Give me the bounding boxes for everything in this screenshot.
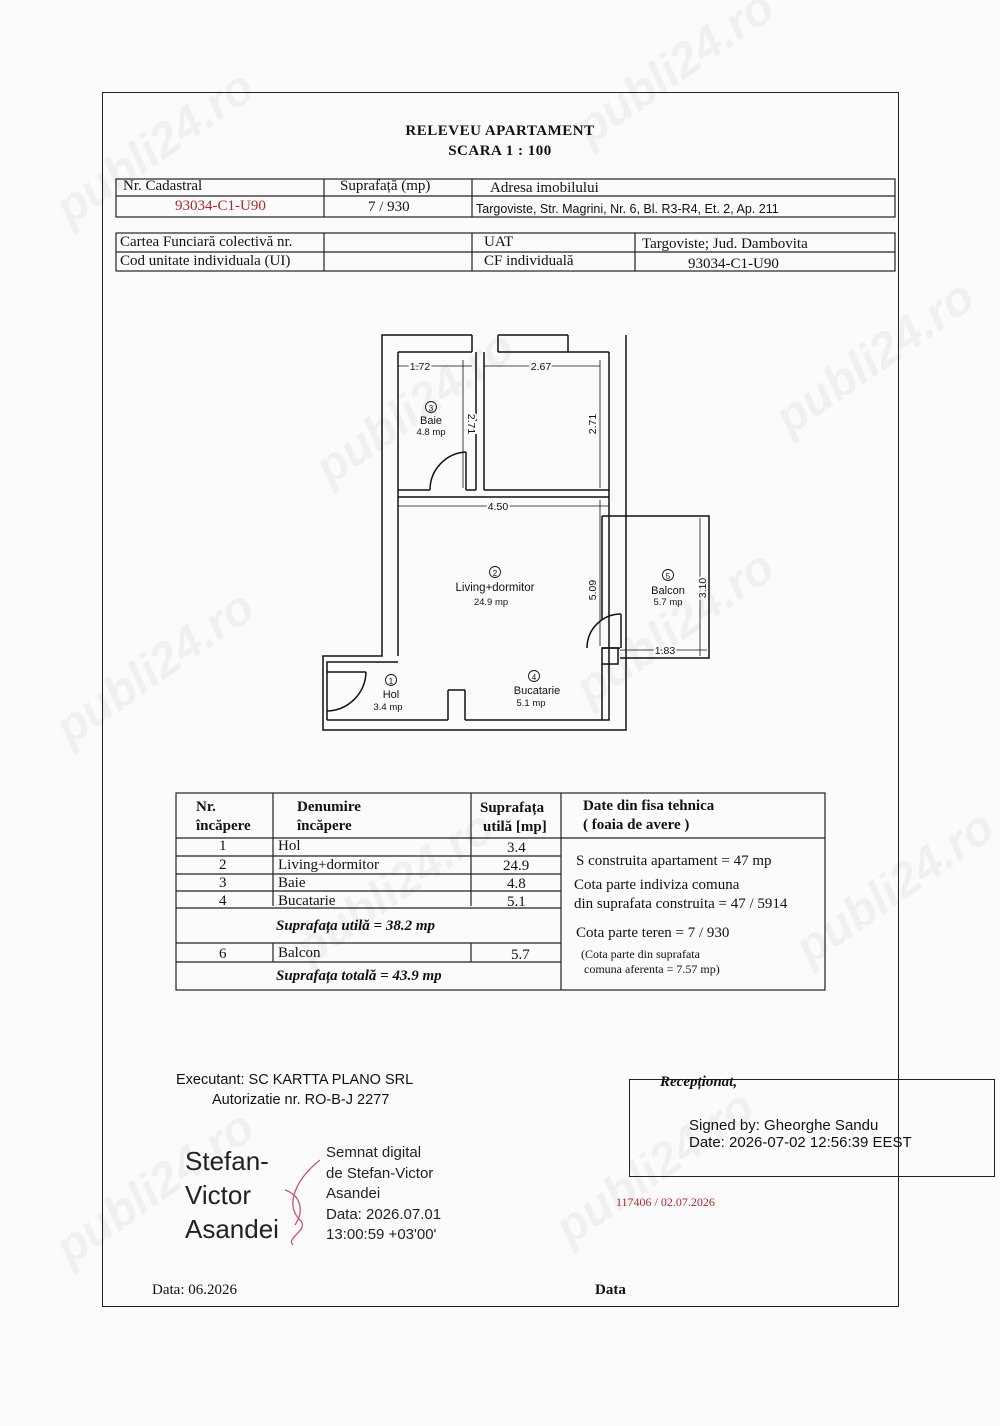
- room-3-number: 3: [428, 404, 434, 413]
- signature-name-line1: Stefan-: [185, 1146, 269, 1176]
- dim-1-72: 1.72: [409, 361, 431, 373]
- executant-line2: Autorizatie nr. RO-B-J 2277: [212, 1092, 390, 1108]
- dim-2-71-room: 2.71: [587, 413, 599, 435]
- footer-data-left: Data: 06.2026: [152, 1282, 237, 1298]
- th-nr-line1: Nr.: [196, 799, 216, 815]
- footer-data-right: Data: [595, 1282, 626, 1298]
- table-row-3-nr: 3: [219, 875, 227, 891]
- th-denumire-line1: Denumire: [297, 799, 361, 815]
- table-row-1-nr: 1: [219, 838, 227, 854]
- table-row-2-area: 24.9: [503, 858, 530, 874]
- tech-note-line2: comuna aferenta = 7.57 mp): [584, 962, 720, 976]
- dim-1-83: 1.83: [654, 645, 676, 657]
- dim-4-50: 4.50: [487, 501, 509, 513]
- room-2-number: 2: [492, 569, 498, 578]
- room-1-name: Hol: [382, 689, 400, 701]
- th-suprafata-line1: Suprafața: [480, 800, 545, 816]
- tech-s-construita: S construita apartament = 47 mp: [576, 853, 772, 869]
- digital-signature-block: [326, 1143, 441, 1246]
- label-adresa: Adresa imobilului: [490, 180, 599, 196]
- executant-line1: Executant: SC KARTTA PLANO SRL: [176, 1072, 414, 1088]
- value-suprafata: 7 / 930: [368, 199, 410, 215]
- tech-cota-line1: Cota parte indiviza comuna: [574, 877, 740, 893]
- table-row-4-name: Bucatarie: [278, 893, 336, 909]
- table-row-3-name: Baie: [278, 875, 306, 891]
- room-3-name: Baie: [419, 415, 443, 427]
- useful-area-total: Suprafața utilă = 38.2 mp: [276, 918, 435, 934]
- digital-signature-line3: Asandei: [326, 1185, 381, 1202]
- dim-2-71-bath: 2.71: [465, 413, 477, 435]
- value-uat: Targoviste; Jud. Dambovita: [642, 236, 808, 252]
- digital-signature-line2: de Stefan-Victor: [326, 1164, 434, 1182]
- total-area: Suprafața totală = 43.9 mp: [276, 968, 442, 984]
- room-2-area: 24.9 mp: [473, 597, 509, 608]
- dim-5-09: 5.09: [587, 579, 599, 601]
- registration-stamp: 117406 / 02.07.2026: [616, 1195, 715, 1209]
- table-row-1-name: Hol: [278, 838, 301, 854]
- dim-2-67: 2.67: [530, 361, 552, 373]
- label-uat: UAT: [484, 234, 514, 250]
- room-5-name: Balcon: [651, 585, 685, 597]
- table-row-6-area: 5.7: [511, 947, 530, 963]
- table-row-6-name: Balcon: [278, 945, 321, 961]
- receptionat-signed-by: Signed by: Gheorghe Sandu: [689, 1117, 879, 1134]
- label-carte-funciara: Cartea Funciară colectivă nr.: [120, 234, 293, 250]
- value-cf-individuala: 93034-C1-U90: [688, 256, 779, 272]
- value-nr-cadastral: 93034-C1-U90: [175, 198, 266, 214]
- value-adresa: Targoviste, Str. Magrini, Nr. 6, Bl. R3-R4, Et. 2, Ap. 211: [476, 202, 779, 216]
- room-4-area: 5.1 mp: [516, 698, 546, 709]
- table-row-3-area: 4.8: [507, 876, 526, 892]
- th-date-line1: Date din fisa tehnica: [583, 798, 715, 814]
- table-row-4-area: 5.1: [507, 894, 526, 910]
- table-row-4-nr: 4: [219, 893, 227, 909]
- digital-signature-line5: 13:00:59 +03'00': [326, 1226, 437, 1243]
- dim-3-10: 3.10: [697, 577, 709, 599]
- room-4-number: 4: [531, 673, 537, 682]
- table-row-6-nr: 6: [219, 946, 227, 962]
- label-nr-cadastral: Nr. Cadastral: [123, 178, 203, 194]
- room-5-number: 5: [665, 572, 671, 581]
- signature-name-line3: Asandei: [185, 1214, 279, 1244]
- signature-name-line2: Victor: [185, 1180, 251, 1210]
- th-suprafata-line2: utilă [mp]: [483, 819, 547, 835]
- receptionat-label: Recepționat,: [660, 1074, 738, 1090]
- title-line-2: SCARA 1 : 100: [448, 143, 552, 159]
- digital-signature-line1: Semnat digital: [326, 1144, 422, 1161]
- tech-note-line1: (Cota parte din suprafata: [581, 947, 700, 961]
- signature-name: [185, 1144, 279, 1246]
- table-row-2-name: Living+dormitor: [278, 857, 379, 873]
- label-cf-individuala: CF individuală: [484, 253, 574, 269]
- room-1-area: 3.4 mp: [373, 702, 403, 713]
- room-2-name: Living+dormitor: [455, 582, 535, 594]
- room-5-area: 5.7 mp: [653, 597, 683, 608]
- table-row-2-nr: 2: [219, 857, 227, 873]
- tech-cota-line2: din suprafata construita = 47 / 5914: [574, 896, 788, 912]
- room-1-number: 1: [388, 677, 394, 686]
- room-4-name: Bucatarie: [513, 685, 561, 697]
- tech-teren: Cota parte teren = 7 / 930: [576, 925, 730, 941]
- room-3-area: 4.8 mp: [416, 427, 446, 438]
- label-cod-ui: Cod unitate individuala (UI): [120, 253, 291, 269]
- th-denumire-line2: încăpere: [297, 818, 352, 834]
- table-row-1-area: 3.4: [507, 840, 526, 856]
- title-line-1: RELEVEU APARTAMENT: [405, 123, 595, 139]
- label-suprafata: Suprafață (mp): [340, 178, 431, 194]
- th-date-line2: ( foaia de avere ): [583, 817, 690, 833]
- digital-signature-line4: Data: 2026.07.01: [326, 1205, 442, 1223]
- receptionat-date: Date: 2026-07-02 12:56:39 EEST: [689, 1134, 912, 1151]
- th-nr-line2: încăpere: [196, 818, 251, 834]
